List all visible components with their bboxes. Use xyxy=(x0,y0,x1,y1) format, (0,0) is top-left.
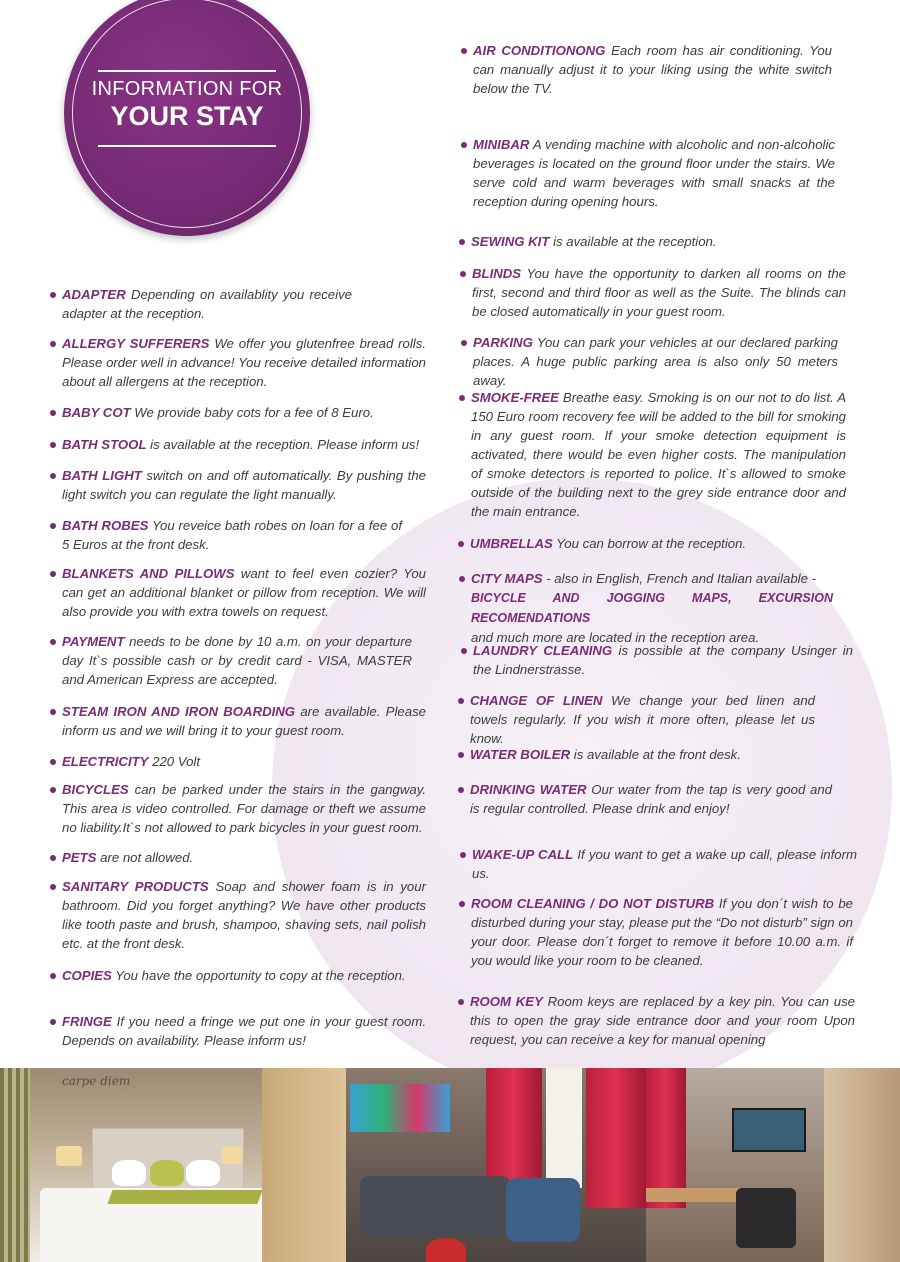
item-text: - also in English, French and Italian available - xyxy=(542,571,816,586)
bullet-icon xyxy=(50,442,56,448)
item-key: BATH ROBES xyxy=(62,518,149,533)
bullet-icon xyxy=(50,571,56,577)
item-text: Depending on availablity you receive adapter at the reception. xyxy=(62,287,352,321)
item-text: A vending machine with alcoholic and non-alcoholic beverages is located on the ground floor under the stairs. We serve cold and warm beverages with small snacks at the reception during opening hours. xyxy=(473,137,835,209)
item-text: want to feel even cozier? You can get an additional blanket or pillow from reception. We will also provide you with extra towels on request. xyxy=(62,566,426,619)
photo-desk-room xyxy=(646,1068,900,1262)
item-key: CITY MAPS xyxy=(471,571,543,586)
bullet-icon xyxy=(50,523,56,529)
lamp-icon xyxy=(56,1146,82,1166)
badge-divider-top xyxy=(98,70,276,72)
item-text: 220 Volt xyxy=(148,754,201,769)
item-text: switch on and off automatically. By pushing the light switch you can regulate the light manually. xyxy=(62,468,426,502)
bullet-icon xyxy=(459,239,465,245)
item-text: needs to be done by 10 a.m. on your departure day It`s possible cash or by credit card - VISA, MASTER and American Express are accepted. xyxy=(62,634,412,687)
item-text: is possible at the company Usinger in the Lindnerstrasse. xyxy=(473,643,853,677)
info-item-change-of-linen xyxy=(470,691,815,748)
info-item-smoke-free xyxy=(471,388,846,521)
pillow xyxy=(112,1160,146,1186)
bullet-icon xyxy=(460,271,466,277)
item-key: ROOM CLEANING / DO NOT DISTURB xyxy=(471,896,715,911)
info-item-blankets xyxy=(62,564,426,621)
info-item-baby-cot xyxy=(62,403,426,422)
info-item-adapter xyxy=(62,285,352,323)
item-text: can be parked under the stairs in the gangway. This area is video controlled. For damage or theft we assume no liability.It`s not allowed to park bicycles in your guest room. xyxy=(62,782,426,835)
item-key: DRINKING WATER xyxy=(470,782,587,797)
item-key: BATH LIGHT xyxy=(62,468,142,483)
item-key: PAYMENT xyxy=(62,634,130,649)
item-key: SANITARY PRODUCTS xyxy=(62,879,209,894)
item-text: You have the opportunity to darken all rooms on the first, second and third floor as well as the Suite. The blinds can be closed automatically in your guest room. xyxy=(472,266,846,319)
badge-divider-bottom xyxy=(98,145,276,147)
item-text: Our water from the tap is very good and is regular controlled. Please drink and enjoy! xyxy=(470,782,832,816)
info-item-pets xyxy=(62,848,426,867)
item-key: BLINDS xyxy=(472,266,522,281)
item-key: PARKING xyxy=(473,335,533,350)
info-item-air-conditioning xyxy=(473,41,832,98)
item-key: SMOKE-FREE xyxy=(471,390,559,405)
info-item-room-cleaning xyxy=(471,894,853,970)
item-text-secondary: and much more are located in the reception area. xyxy=(471,630,760,645)
item-key: AIR CONDITIONONG xyxy=(473,43,606,58)
item-text: is available at the reception. xyxy=(549,234,717,249)
info-item-bath-light xyxy=(62,466,426,504)
info-item-laundry xyxy=(473,641,853,679)
item-text: are available. Please inform us and we will bring it to your guest room. xyxy=(62,704,426,738)
door xyxy=(824,1068,900,1262)
wardrobe xyxy=(262,1068,346,1262)
info-item-drinking-water xyxy=(470,780,832,818)
item-text: Room keys are replaced by a key pin. You can use this to open the gray side entrance door and your room Upon request, you can receive a key for manual opening xyxy=(470,994,856,1047)
info-item-payment xyxy=(62,632,412,689)
bullet-icon xyxy=(458,999,464,1005)
item-key: BABY COT xyxy=(62,405,131,420)
item-text: Soap and shower foam is in your bathroom. Did you forget anything? We have other products like tooth paste and brush, shampoo, shaving sets, nail polish etc. at the front desk. xyxy=(62,879,426,951)
info-item-allergy xyxy=(62,334,426,391)
item-key: STEAM IRON AND IRON BOARDING xyxy=(62,704,296,719)
bullet-icon xyxy=(461,142,467,148)
desk-chair xyxy=(736,1188,796,1248)
item-text: are not allowed. xyxy=(96,850,194,865)
info-item-electricity xyxy=(62,752,426,771)
bullet-icon xyxy=(459,576,465,582)
badge-title-line2: YOUR STAY xyxy=(110,101,264,131)
info-item-copies xyxy=(62,966,426,985)
info-item-bath-stool xyxy=(62,435,426,454)
item-key: WAKE-UP CALL xyxy=(472,847,574,862)
item-text: Breathe easy. Smoking is on our not to do list. A 150 Euro room recovery fee will be added to the bill for smoking in any guest room. If your smoke detection equipment is activated, there would be even higher costs. The manipulation of smoke detectors is reported to police. It`s allowed to smoke outside of the building next to the grey side entrance door and the main entrance. xyxy=(471,390,846,519)
item-text: Each room has air conditioning. You can manually adjust it to your liking using the white switch below the TV. xyxy=(473,43,832,96)
item-key: ALLERGY SUFFERERS xyxy=(62,336,210,351)
curtain xyxy=(646,1068,686,1208)
info-item-steam-iron xyxy=(62,702,426,740)
item-key: BATH STOOL xyxy=(62,437,147,452)
tv-icon xyxy=(732,1108,806,1152)
wall-artwork xyxy=(350,1084,450,1132)
item-key: COPIES xyxy=(62,968,112,983)
info-item-city-maps xyxy=(471,569,833,647)
lamp-icon xyxy=(222,1146,242,1164)
info-item-water-boiler xyxy=(470,745,832,764)
bullet-icon xyxy=(458,541,464,547)
photo-living-room xyxy=(346,1068,646,1262)
info-item-parking xyxy=(473,333,838,390)
table-decoration xyxy=(426,1238,466,1262)
item-text: If you want to get a wake up call, please inform us. xyxy=(472,847,857,881)
item-key: CHANGE OF LINEN xyxy=(470,693,603,708)
item-key: ADAPTER xyxy=(62,287,126,302)
item-key: BLANKETS AND PILLOWS xyxy=(62,566,235,581)
item-text: is available at the reception. Please inform us! xyxy=(146,437,420,452)
item-text: You have the opportunity to copy at the reception. xyxy=(111,968,406,983)
item-text: We change your bed linen and towels regularly. If you wish it more often, please let us know. xyxy=(470,693,815,746)
bullet-icon xyxy=(461,48,467,54)
bullet-icon xyxy=(458,787,464,793)
item-key: BICYCLES xyxy=(62,782,129,797)
info-item-minibar xyxy=(473,135,835,211)
bullet-icon xyxy=(461,340,467,346)
item-key: ROOM KEY xyxy=(470,994,543,1009)
item-text: We offer you glutenfree bread rolls. Please order well in advance! You receive detailed information about all allergens at the reception. xyxy=(62,336,426,389)
pillow xyxy=(186,1160,220,1186)
item-key: SEWING KIT xyxy=(471,234,550,249)
bullet-icon xyxy=(50,884,56,890)
item-text: You can park your vehicles at our declared parking places. A huge public parking area is also only 50 meters away. xyxy=(473,335,838,388)
item-text: is available at the front desk. xyxy=(570,747,741,762)
hotel-logo: carpe diem xyxy=(62,1074,131,1088)
item-key: ELECTRICITY xyxy=(62,754,149,769)
item-key: MINIBAR xyxy=(473,137,530,152)
item-text: If you need a fringe we put one in your guest room. Depends on availability. Please inform us! xyxy=(62,1014,426,1048)
bullet-icon xyxy=(50,1019,56,1025)
photo-strip xyxy=(0,1068,900,1262)
bullet-icon xyxy=(50,855,56,861)
armchair xyxy=(506,1178,580,1242)
info-item-umbrellas xyxy=(470,534,832,553)
bullet-icon xyxy=(50,709,56,715)
curtain xyxy=(586,1068,646,1208)
item-key: PETS xyxy=(62,850,97,865)
info-item-fringe xyxy=(62,1012,426,1050)
bullet-icon xyxy=(50,639,56,645)
bullet-icon xyxy=(50,473,56,479)
bullet-icon xyxy=(461,648,467,654)
title-badge xyxy=(64,0,310,236)
info-item-blinds xyxy=(472,264,846,321)
item-key: LAUNDRY CLEANING xyxy=(473,643,619,658)
item-key-secondary: BICYCLE AND JOGGING MAPS, EXCURSION RECOMENDATIONS xyxy=(471,591,833,625)
item-key: FRINGE xyxy=(62,1014,112,1029)
bullet-icon xyxy=(50,292,56,298)
pillow xyxy=(150,1160,184,1186)
bullet-icon xyxy=(50,410,56,416)
photo-bedroom xyxy=(0,1068,346,1262)
bed-throw xyxy=(107,1190,262,1204)
item-text: If you don´t wish to be disturbed during your stay, please put the “Do not disturb” sign on your door. Please don´t forget to remove it before 10.00 a.m. if you would like your room to be cleaned. xyxy=(471,896,853,968)
info-item-sewing-kit xyxy=(471,232,833,251)
item-text: We provide baby cots for a fee of 8 Euro. xyxy=(130,405,374,420)
info-item-room-key xyxy=(470,992,855,1049)
bullet-icon xyxy=(459,395,465,401)
badge-title-line1: INFORMATION FOR xyxy=(91,78,283,100)
bullet-icon xyxy=(50,973,56,979)
bullet-icon xyxy=(50,759,56,765)
info-item-bicycles xyxy=(62,780,426,837)
item-key: UMBRELLAS xyxy=(470,536,553,551)
bullet-icon xyxy=(460,852,466,858)
curtain-plaid xyxy=(0,1068,30,1262)
item-text: You can borrow at the reception. xyxy=(552,536,747,551)
info-item-bath-robes xyxy=(62,516,402,554)
item-text: You reveice bath robes on loan for a fee of 5 Euros at the front desk. xyxy=(62,518,402,552)
bullet-icon xyxy=(50,341,56,347)
window xyxy=(546,1068,582,1188)
bullet-icon xyxy=(458,752,464,758)
info-item-wake-up-call xyxy=(472,845,857,883)
bullet-icon xyxy=(458,698,464,704)
item-key: WATER BOILER xyxy=(470,747,571,762)
bullet-icon xyxy=(50,787,56,793)
sofa xyxy=(360,1176,510,1236)
info-item-sanitary xyxy=(62,877,426,953)
bullet-icon xyxy=(459,901,465,907)
